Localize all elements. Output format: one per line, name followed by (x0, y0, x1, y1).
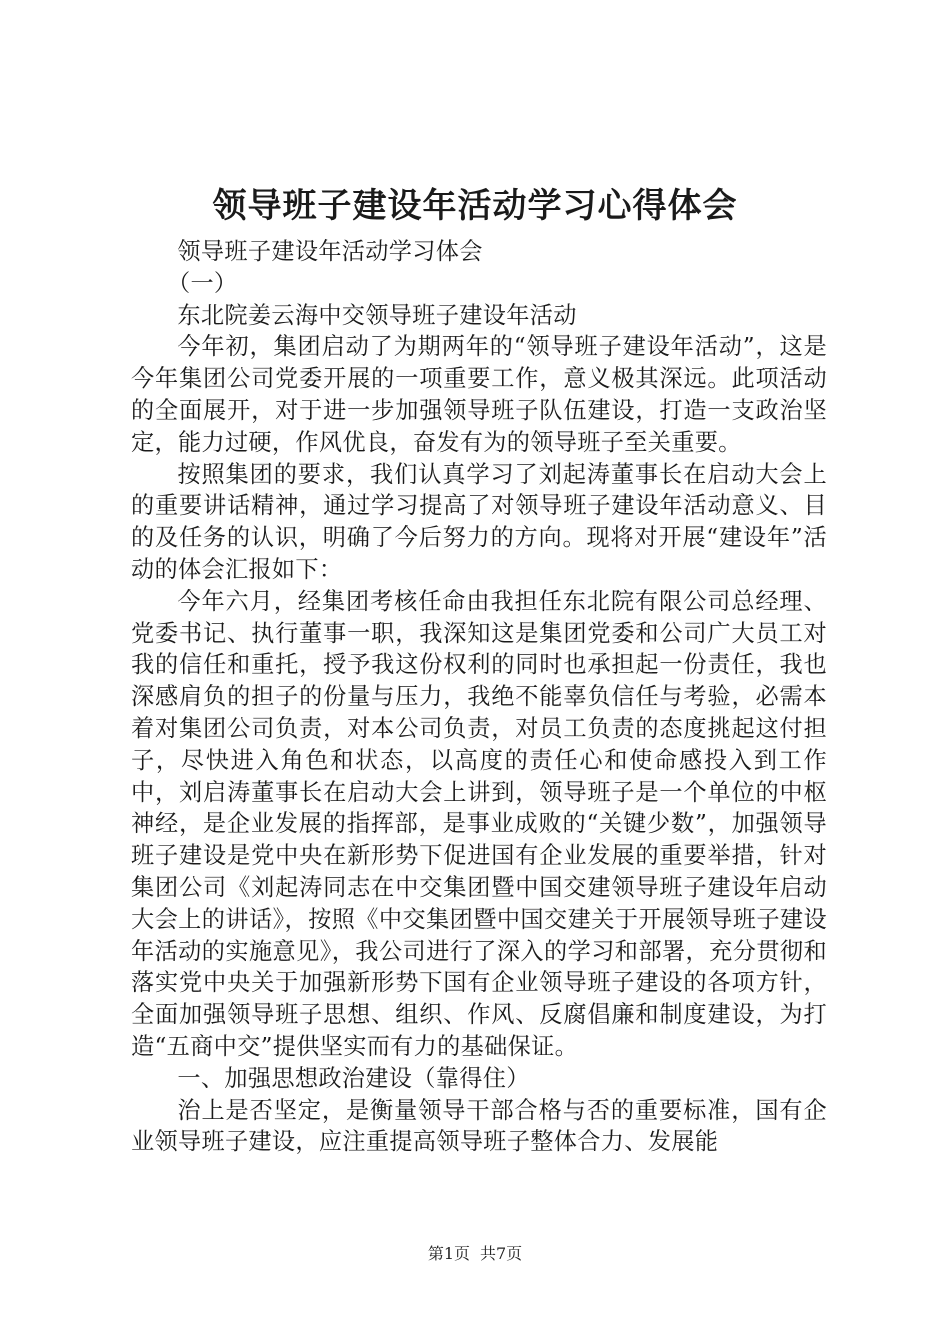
paragraph-section-heading: 一、加强思想政治建设（靠得住） (177, 1064, 530, 1092)
document-body (131, 236, 827, 1158)
page-number: 第1页 (427, 1244, 470, 1263)
page-footer (0, 1244, 950, 1264)
paragraph-subtitle: 领导班子建设年活动学习体会 (177, 238, 483, 265)
paragraph-body: 今年初，集团启动了为期两年的“领导班子建设年活动”，这是今年集团公司党委开展的一项重要工作，意义极其深远。此项活动的全面展开，对于进一步加强领导班子队伍建设，打造一支政治坚定，能力过硬，作风优良，奋发有为的领导班子至关重要。 (131, 333, 827, 456)
document-title: 领导班子建设年活动学习心得体会 (212, 186, 738, 226)
paragraph-body: 治上是否坚定，是衡量领导干部合格与否的重要标准，国有企业领导班子建设，应注重提高领导班子整体合力、发展能 (131, 1096, 827, 1156)
page-total: 共7页 (480, 1244, 523, 1263)
paragraph-body: 今年六月，经集团考核任命由我担任东北院有限公司总经理、党委书记、执行董事一职，我深知这是集团党委和公司广大员工对我的信任和重托，授予我这份权利的同时也承担起一份责任，我也深感肩负的担子的份量与压力，我绝不能辜负信任与考验，必需本着对集团公司负责，对本公司负责，对员工负责的态度挑起这付担子，尽快进入角色和状态，以高度的责任心和使命感投入到工作中，刘启涛董事长在启动大会上讲到，领导班子是一个单位的中枢神经，是企业发展的指挥部，是事业成败的“关键少数”，加强领导班子建设是党中央在新形势下促进国有企业发展的重要举措，针对集团公司《刘起涛同志在中交集团暨中国交建领导班子建设年启动大会上的讲话》，按照《中交集团暨中国交建关于开展领导班子建设年活动的实施意见》，我公司进行了深入的学习和部署，充分贯彻和落实党中央关于加强新形势下国有企业领导班子建设的各项方针，全面加强领导班子思想、组织、作风、反腐倡廉和制度建设，为打造“五商中交”提供坚实而有力的基础保证。 (131, 587, 827, 1060)
paragraph-section-number: （一） (166, 269, 238, 297)
paragraph-body: 按照集团的要求，我们认真学习了刘起涛董事长在启动大会上的重要讲话精神，通过学习提高了对领导班子建设年活动意义、目的及任务的认识，明确了今后努力的方向。现将对开展“建设年”活动的体会汇报如下： (131, 460, 827, 583)
paragraph-author-line: 东北院姜云海中交领导班子建设年活动 (177, 301, 577, 329)
